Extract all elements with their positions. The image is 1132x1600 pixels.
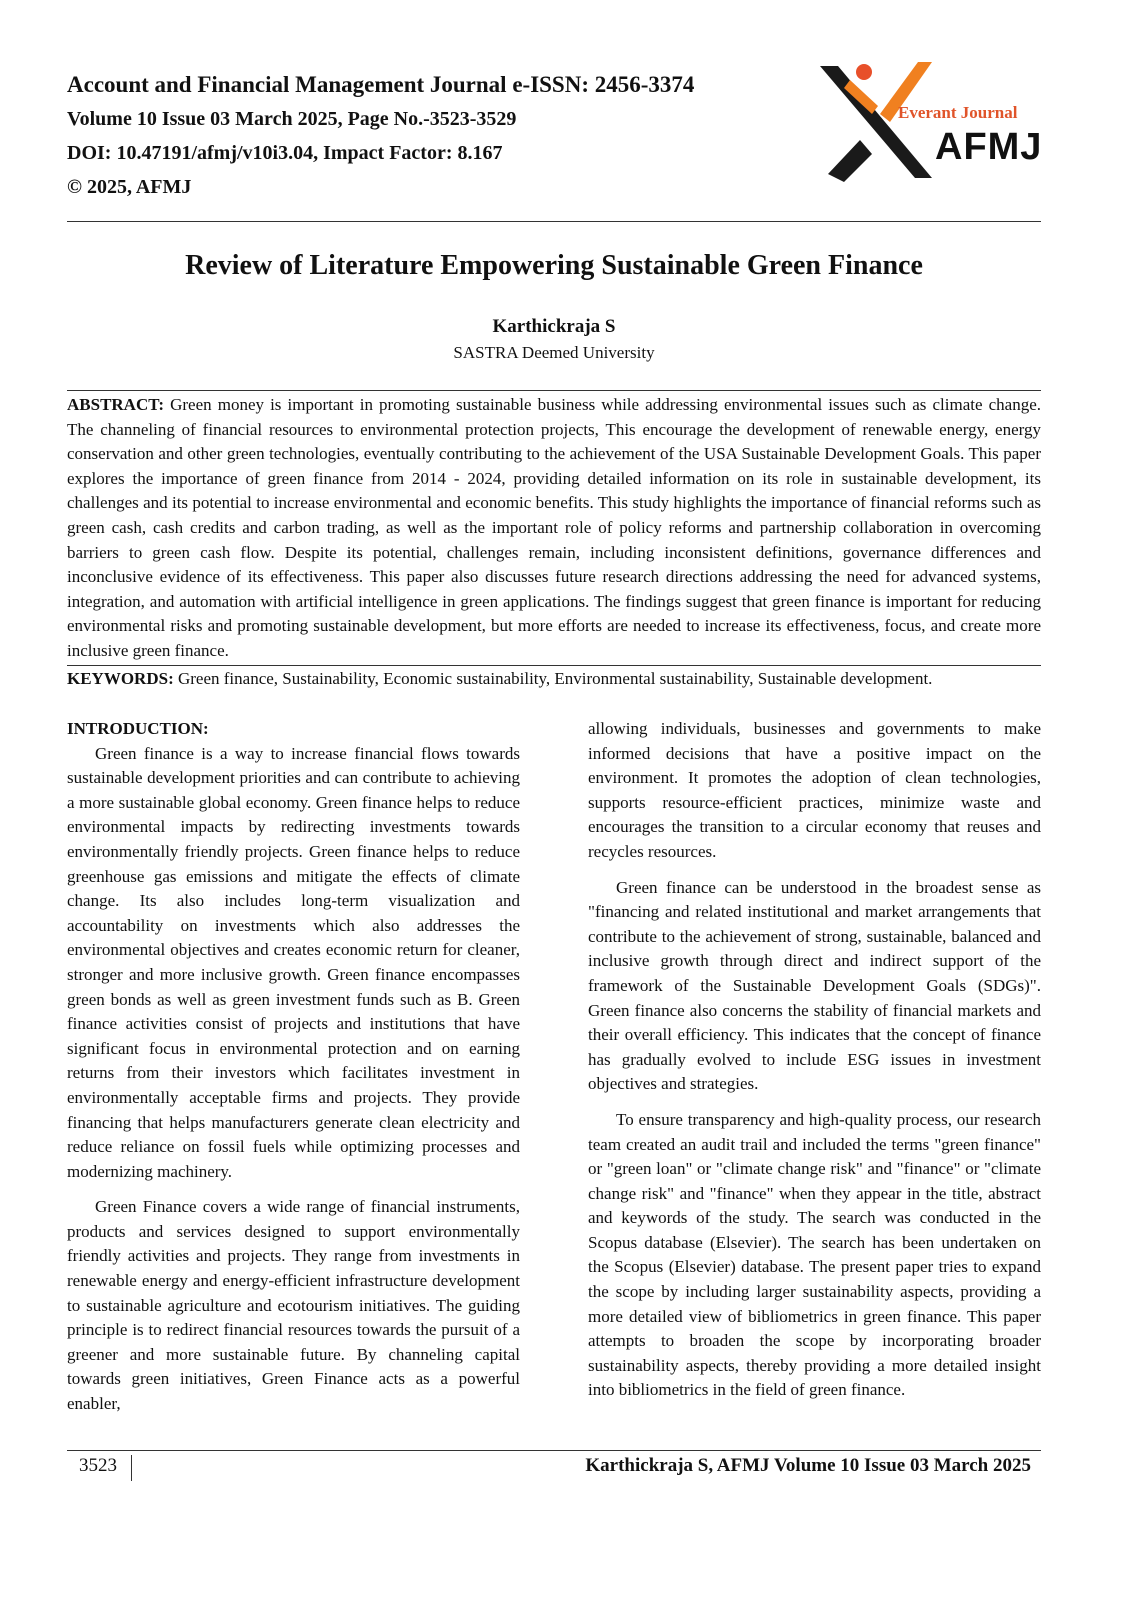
author-affiliation: SASTRA Deemed University xyxy=(453,343,655,362)
page-footer xyxy=(67,1455,1041,1485)
keywords-text: Green finance, Sustainability, Economic sustainability, Environmental sustainability, Sustainable development. xyxy=(177,669,933,688)
body-paragraph: To ensure transparency and high-quality process, our research team created an audit trail and included the terms "green finance" or "green loan" or "climate change risk" and "finance" or "climate change risk" and "finance" when they appear in the title, abstract and keywords of the study. The search was conducted in the Scopus database (Elsevier). The search has been undertaken on the Scopus (Elsevier) database. The present paper tries to expand the scope by including larger sustainability aspects, providing a more detailed view of bibliometrics in green finance. This paper attempts to broaden the scope by incorporating broader sustainability aspects, thereby providing a more detailed insight into bibliometrics in the field of green finance. xyxy=(588,1109,1041,1400)
page-number: 3523 xyxy=(79,1455,117,1476)
abstract-label: ABSTRACT: xyxy=(67,395,164,414)
header-rule xyxy=(67,221,1041,222)
logo-brand: Everant Journal xyxy=(898,103,1018,122)
footer-divider xyxy=(131,1455,132,1481)
volume-info: Volume 10 Issue 03 March 2025, Page No.-3523-3529 xyxy=(67,108,517,130)
body-paragraph: Green finance is a way to increase financial flows towards sustainable development priorities and can contribute to achieving a more sustainable global economy. Green finance helps to reduce environmental impacts by redirecting investments towards environmentally friendly projects. Green finance helps to reduce greenhouse gas emissions and mitigate the effects of climate change. Its also includes long-term visualization and accountability on investments which also addresses the environmental objectives and creates economic return for cleaner, stronger and more inclusive growth. Green finance encompasses green bonds as well as green investment funds such as B. Green finance activities consist of projects and institutions that have significant focus in environmental protection and on earning returns from their investors which facilitates investment in environmentally acceptable firms and projects. They provide financing that helps manufacturers generate clean electricity and reduce reliance on fossil fuels while optimizing processes and modernizing machinery. xyxy=(67,743,520,1181)
logo-name: AFMJ xyxy=(935,126,1043,168)
body-paragraph: Green Finance covers a wide range of financial instruments, products and services designed to support environmentally friendly activities and projects. They range from investments in renewable energy and energy-efficient infrastructure development to sustainable agriculture and ecotourism initiatives. The guiding principle is to redirect financial resources towards the pursuit of a greener and more sustainable future. By channeling capital towards green initiatives, Green Finance acts as a powerful enabler, xyxy=(67,1197,520,1414)
author-name: Karthickraja S xyxy=(492,316,616,337)
journal-logo xyxy=(820,58,1043,198)
running-footer: Karthickraja S, AFMJ Volume 10 Issue 03 March 2025 xyxy=(585,1455,1031,1476)
body-paragraph: allowing individuals, businesses and governments to make informed decisions that have a positive impact on the environment. It promotes the adoption of clean technologies, supports resource-efficient practices, minimize waste and encourages the transition to a circular economy that reuses and recycles resources. xyxy=(588,719,1041,861)
abstract xyxy=(67,393,1041,664)
body-column-right xyxy=(588,717,1041,1414)
body-paragraph: Green finance can be understood in the broadest sense as "financing and related institutional and market arrangements that contribute to the achievement of strong, sustainable, balanced and inclusive growth through direct and indirect support of the framework of the Sustainable Development Goals (SDGs)". Green finance also concerns the stability of financial markets and their overall efficiency. This indicates that the concept of finance has gradually evolved to include ESG issues in investment objectives and strategies. xyxy=(588,877,1041,1094)
journal-name: Account and Financial Management Journal e-ISSN: 2456-3374 xyxy=(67,72,695,97)
body-column-left xyxy=(67,717,520,1428)
journal-header xyxy=(67,68,827,204)
section-heading-introduction: INTRODUCTION: xyxy=(67,719,209,738)
abstract-top-rule xyxy=(67,390,1041,391)
copyright: © 2025, AFMJ xyxy=(67,176,192,198)
keywords-label: KEYWORDS: xyxy=(67,669,174,688)
paper-title: Review of Literature Empowering Sustainable Green Finance xyxy=(185,250,923,281)
doi-info: DOI: 10.47191/afmj/v10i3.04, Impact Factor: 8.167 xyxy=(67,142,503,164)
abstract-bottom-rule xyxy=(67,665,1041,666)
keywords xyxy=(67,667,1041,691)
abstract-text: Green money is important in promoting sustainable business while addressing environmental issues such as climate change. The channeling of financial resources to environmental protection projects, This encourage the development of renewable energy, energy conservation and other green technologies, eventually contributing to the achievement of the USA Sustainable Development Goals. This paper explores the importance of green finance from 2014 - 2024, providing detailed information on its role in sustainable development, its challenges and its potential to increase environmental and economic benefits. This study highlights the importance of financial reforms such as green cash, cash credits and carbon trading, as well as the important role of policy reforms and partnership collaboration in overcoming barriers to green cash flow. Despite its potential, challenges remain, including inconsistent definitions, governance differences and inconclusive evidence of its effectiveness. This paper also discusses future research directions addressing the need for advanced systems, integration, and automation with artificial intelligence in green applications. The findings suggest that green finance is important for reducing environmental risks and promoting sustainable development, but more efforts are needed to increase its effectiveness, focus, and create more inclusive green finance. xyxy=(67,395,1042,660)
footer-rule xyxy=(67,1450,1041,1451)
